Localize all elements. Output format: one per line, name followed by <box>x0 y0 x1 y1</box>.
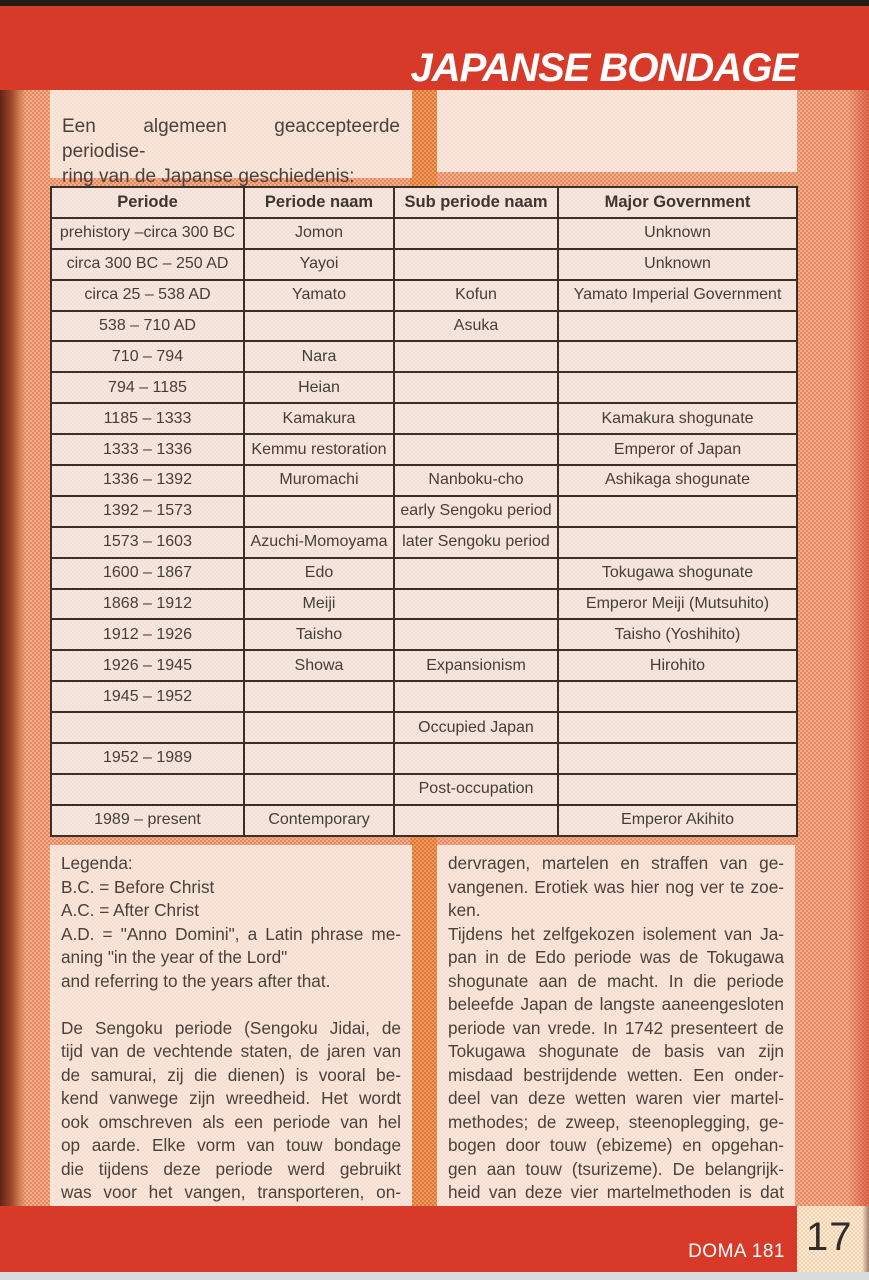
table-cell: Muromachi <box>244 465 394 496</box>
table-cell <box>394 218 558 249</box>
table-cell: later Sengoku period <box>394 527 558 558</box>
body-column-panel <box>437 845 795 1206</box>
table-row <box>51 218 797 249</box>
table-cell: 1392 – 1573 <box>51 496 244 527</box>
table-cell <box>558 311 797 342</box>
magazine-issue-label: DOMA 181 <box>688 1241 785 1262</box>
table-cell: 1945 – 1952 <box>51 681 244 712</box>
table-cell: Kemmu restoration <box>244 434 394 465</box>
table-row <box>51 558 797 589</box>
table-column-header: Sub periode naam <box>394 187 558 218</box>
text-line: ring van de Japanse geschiedenis: <box>62 166 355 187</box>
text-line: Tijdens het zelfgekozen isolement van Ja- <box>448 923 784 944</box>
periods-table <box>50 186 798 837</box>
text-line: ken. <box>448 900 481 920</box>
table-cell: Hirohito <box>558 650 797 681</box>
text-line: Tokugawa shogunate de basis van zijn <box>448 1041 784 1061</box>
table-cell: Emperor Meiji (Mutsuhito) <box>558 589 797 620</box>
table-cell: Yayoi <box>244 249 394 280</box>
table-cell: Jomon <box>244 218 394 249</box>
table-cell: Taisho (Yoshihito) <box>558 619 797 650</box>
table-cell: circa 300 BC – 250 AD <box>51 249 244 280</box>
text-line: B.C. = Before Christ <box>61 876 215 897</box>
table-cell <box>558 774 797 805</box>
table-row <box>51 403 797 434</box>
table-cell: 794 – 1185 <box>51 372 244 403</box>
table-row <box>51 589 797 620</box>
intro-text <box>50 90 412 189</box>
table-cell <box>51 712 244 743</box>
table-cell <box>394 743 558 774</box>
table-row <box>51 280 797 311</box>
text-line: A.D. = "Anno Domini", a Latin phrase me- <box>61 923 401 944</box>
text-line: vangenen. Erotiek was hier nog ver te zoe- <box>448 876 784 897</box>
table-row <box>51 341 797 372</box>
table-row <box>51 434 797 465</box>
table-column-header: Periode <box>51 187 244 218</box>
table-cell: Ashikaga shogunate <box>558 465 797 496</box>
text-line: misdaad bestrijdende wetten. Een onder- <box>448 1064 784 1085</box>
table-cell: Edo <box>244 558 394 589</box>
page-title: JAPANSE BONDAGE <box>410 46 797 90</box>
table-column-header: Major Government <box>558 187 797 218</box>
text-line: A.C. = After Christ <box>61 900 200 920</box>
table-cell: 1600 – 1867 <box>51 558 244 589</box>
header-bar <box>0 6 869 90</box>
table-cell: Tokugawa shogunate <box>558 558 797 589</box>
table-cell <box>558 527 797 558</box>
text-line: gen aan touw (tsurizeme). De belangrijk- <box>448 1158 784 1179</box>
legend-column-panel <box>50 845 412 1206</box>
table-cell <box>558 712 797 743</box>
text-line: De Sengoku periode (Sengoku Jidai, de <box>61 1017 401 1038</box>
text-line: periode van vrede. In 1742 presenteert de <box>448 1017 784 1038</box>
table-cell <box>558 496 797 527</box>
table-cell: 1185 – 1333 <box>51 403 244 434</box>
table-cell: Asuka <box>394 311 558 342</box>
periods-table-body <box>51 218 797 836</box>
text-line: and referring to the years after that. <box>61 970 331 991</box>
empty-top-panel <box>437 90 797 172</box>
table-row <box>51 743 797 774</box>
table-cell: 1868 – 1912 <box>51 589 244 620</box>
text-line: deel van deze wetten waren vier martel- <box>448 1088 784 1108</box>
table-cell <box>394 434 558 465</box>
table-row <box>51 619 797 650</box>
table-cell: Showa <box>244 650 394 681</box>
table-cell: 710 – 794 <box>51 341 244 372</box>
text-line: dervragen, martelen en straffen van ge- <box>448 853 784 873</box>
intro-panel <box>50 90 412 187</box>
table-cell: Heian <box>244 372 394 403</box>
table-cell: 1912 – 1926 <box>51 619 244 650</box>
table-cell <box>244 311 394 342</box>
text-line: die tijdens deze periode werd gebruikt <box>61 1158 401 1179</box>
right-page-shadow <box>847 90 869 1206</box>
table-cell <box>394 249 558 280</box>
table-cell: 1336 – 1392 <box>51 465 244 496</box>
table-cell: Unknown <box>558 249 797 280</box>
table-row <box>51 805 797 836</box>
table-row <box>51 774 797 805</box>
text-line: methodes; de zweep, steenoplegging, ge- <box>448 1111 784 1132</box>
table-cell: Expansionism <box>394 650 558 681</box>
table-cell: Emperor Akihito <box>558 805 797 836</box>
table-cell: 1333 – 1336 <box>51 434 244 465</box>
table-cell <box>244 743 394 774</box>
table-row <box>51 496 797 527</box>
table-cell: Yamato Imperial Government <box>558 280 797 311</box>
page-number: 17 <box>806 1215 853 1259</box>
page-number-box <box>797 1206 869 1272</box>
text-line: tijd van de vechtende staten, de jaren van <box>61 1041 401 1061</box>
text-line: Een algemeen geaccepteerde periodise- <box>62 116 400 162</box>
text-line: aning "in the year of the Lord" <box>61 947 288 967</box>
table-row <box>51 527 797 558</box>
table-cell: 538 – 710 AD <box>51 311 244 342</box>
table-cell <box>394 403 558 434</box>
text-line: ook omschreven als een periode van hel <box>61 1111 401 1132</box>
table-cell: Contemporary <box>244 805 394 836</box>
table-cell: early Sengoku period <box>394 496 558 527</box>
table-cell: Occupied Japan <box>394 712 558 743</box>
left-page-shadow <box>0 90 26 1206</box>
left-column-text <box>50 845 412 1205</box>
table-cell: Kamakura <box>244 403 394 434</box>
text-line: heid van deze vier martelmethoden is dat <box>448 1182 784 1202</box>
table-cell <box>558 341 797 372</box>
table-cell: Nanboku-cho <box>394 465 558 496</box>
table-cell: 1926 – 1945 <box>51 650 244 681</box>
table-cell <box>558 743 797 774</box>
text-line: shogunate aan de macht. In die periode <box>448 970 784 991</box>
text-line: op aarde. Elke vorm van touw bondage <box>61 1135 401 1155</box>
text-line: beleefde Japan de langste aaneengesloten <box>448 994 784 1014</box>
table-cell <box>394 341 558 372</box>
table-row <box>51 372 797 403</box>
table-row <box>51 249 797 280</box>
table-row <box>51 650 797 681</box>
table-cell <box>394 805 558 836</box>
table-cell: 1952 – 1989 <box>51 743 244 774</box>
table-row <box>51 465 797 496</box>
table-cell <box>394 681 558 712</box>
table-cell <box>244 774 394 805</box>
table-cell: 1573 – 1603 <box>51 527 244 558</box>
table-cell: Unknown <box>558 218 797 249</box>
table-cell: Kamakura shogunate <box>558 403 797 434</box>
table-cell: prehistory –circa 300 BC <box>51 218 244 249</box>
table-cell <box>394 619 558 650</box>
table-cell: Yamato <box>244 280 394 311</box>
table-cell: Azuchi-Momoyama <box>244 527 394 558</box>
text-line: bogen door touw (ebizeme) en opgehan- <box>448 1135 784 1155</box>
table-row <box>51 311 797 342</box>
table-cell: Emperor of Japan <box>558 434 797 465</box>
table-row <box>51 712 797 743</box>
text-line: de samurai, zij die dienen) is vooral be- <box>61 1064 401 1085</box>
table-row <box>51 681 797 712</box>
table-header-row <box>51 187 797 218</box>
table-cell: Meiji <box>244 589 394 620</box>
table-cell: Kofun <box>394 280 558 311</box>
text-line: was voor het vangen, transporteren, on- <box>61 1182 401 1202</box>
table-cell: Post-occupation <box>394 774 558 805</box>
table-cell: circa 25 – 538 AD <box>51 280 244 311</box>
text-line: Legenda: <box>61 853 133 873</box>
table-cell <box>244 681 394 712</box>
table-cell: Taisho <box>244 619 394 650</box>
footer-bar <box>0 1206 797 1272</box>
table-cell <box>558 372 797 403</box>
scan-bottom-edge <box>0 1272 869 1280</box>
table-cell <box>244 712 394 743</box>
table-cell <box>394 589 558 620</box>
table-cell: Nara <box>244 341 394 372</box>
table-cell <box>394 558 558 589</box>
table-cell: 1989 – present <box>51 805 244 836</box>
right-column-text <box>437 845 795 1205</box>
text-line: pan in de Edo periode was de Tokugawa <box>448 947 784 967</box>
table-cell <box>244 496 394 527</box>
table-column-header: Periode naam <box>244 187 394 218</box>
table-cell <box>51 774 244 805</box>
text-line <box>61 993 401 1017</box>
table-cell <box>394 372 558 403</box>
text-line: kend vanwege zijn wreedheid. Het wordt <box>61 1088 401 1108</box>
table-cell <box>558 681 797 712</box>
